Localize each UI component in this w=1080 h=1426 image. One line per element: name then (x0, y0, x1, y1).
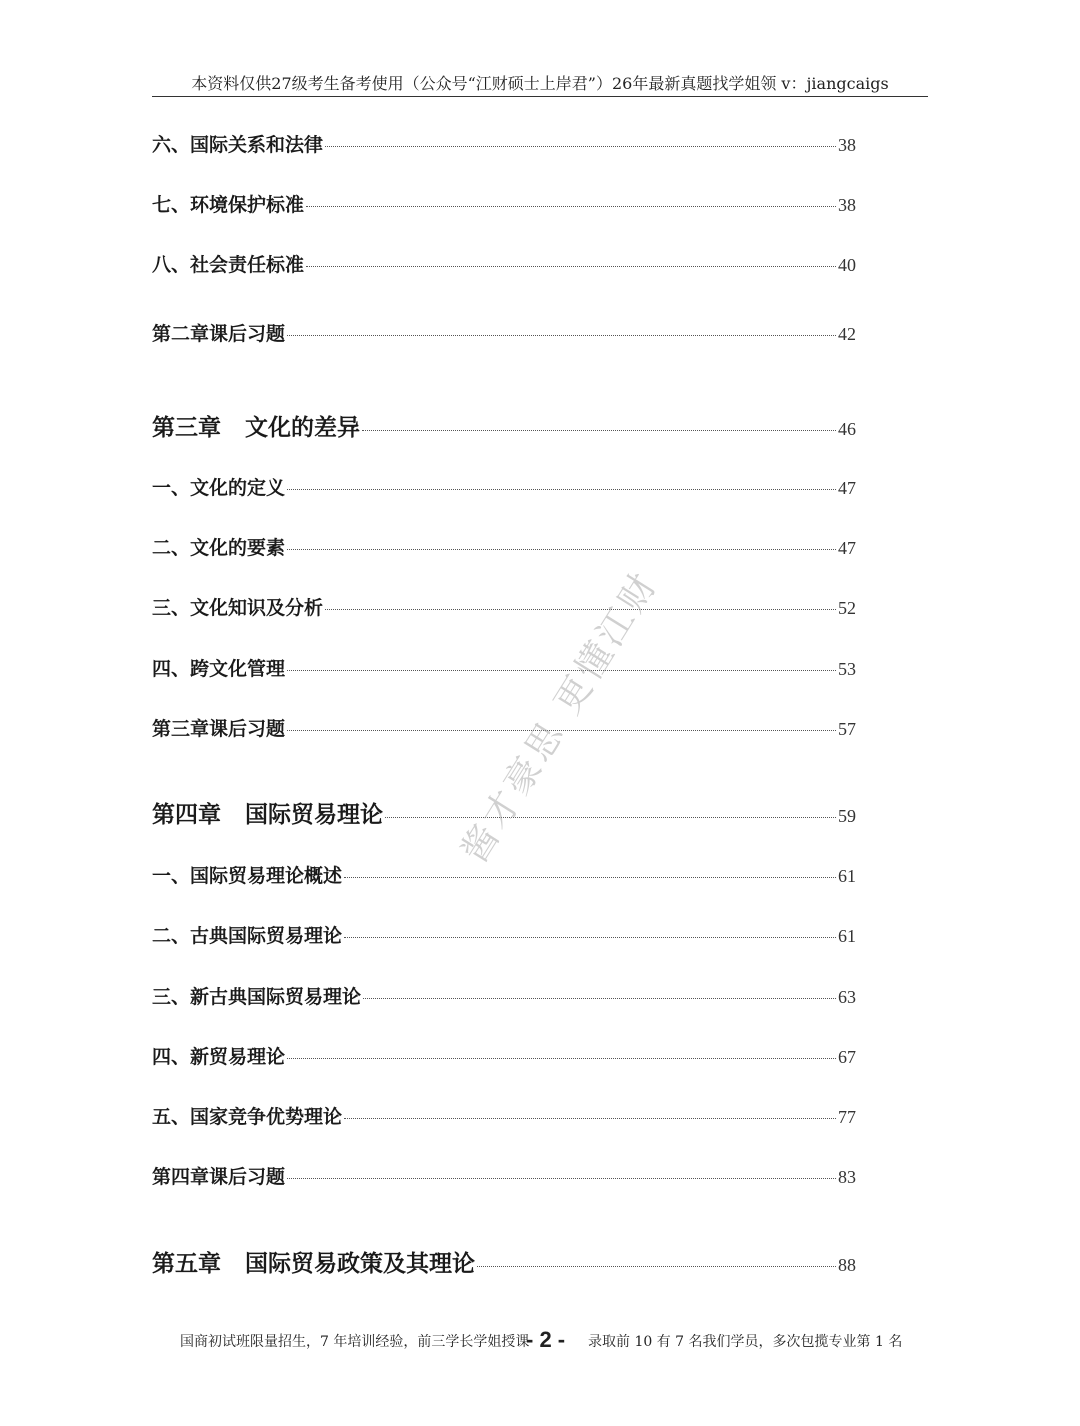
toc-entry-title: 第二章课后习题 (152, 323, 286, 345)
chapter-name: 国际贸易政策及其理论 (245, 1250, 475, 1277)
toc-chapter-title (152, 409, 360, 442)
toc-entry-page: 47 (838, 478, 856, 498)
toc-chapter-title (152, 1245, 475, 1278)
toc-entry[interactable] (152, 714, 856, 741)
toc-entry-page: 52 (838, 598, 856, 618)
chapter-number: 第五章 (152, 1250, 221, 1277)
dot-leader (344, 937, 836, 938)
toc-entry-title: 五、国家竞争优势理论 (152, 1106, 343, 1128)
toc-entry-page: 67 (838, 1047, 856, 1067)
toc-entry-page: 46 (838, 419, 856, 439)
toc-entry[interactable] (152, 861, 856, 888)
dot-leader (287, 489, 836, 490)
toc-entry[interactable] (152, 130, 856, 157)
dot-leader (363, 998, 836, 999)
dot-leader (385, 817, 836, 818)
toc-chapter-entry[interactable] (152, 409, 856, 442)
toc-entry[interactable] (152, 593, 856, 620)
chapter-name: 国际贸易理论 (245, 801, 383, 828)
toc-entry[interactable] (152, 921, 856, 948)
dot-leader (287, 1178, 836, 1179)
toc-entry-title: 二、古典国际贸易理论 (152, 925, 343, 947)
chapter-number: 第三章 (152, 414, 221, 441)
toc-chapter-entry[interactable] (152, 1245, 856, 1278)
toc-entry-page: 83 (838, 1167, 856, 1187)
dot-leader (344, 1118, 836, 1119)
watermark: 酱才豪思 更懂江财 (454, 563, 667, 871)
toc-entry[interactable] (152, 190, 856, 217)
page-header: 本资料仅供27级考生备考使用（公众号“江财硕士上岸君”）26年最新真题找学姐领 v：jiangcaigs (152, 72, 928, 97)
toc-entry-page: 40 (838, 255, 856, 275)
toc-entry[interactable] (152, 533, 856, 560)
toc-entry-page: 38 (838, 135, 856, 155)
toc-entry-page: 61 (838, 926, 856, 946)
toc-entry-title: 三、新古典国际贸易理论 (152, 986, 362, 1008)
toc-entry-page: 53 (838, 659, 856, 679)
toc-entry-title: 三、文化知识及分析 (152, 597, 324, 619)
dot-leader (325, 609, 836, 610)
footer-right-text: 录取前 10 有 7 名我们学员，多次包揽专业第 1 名 (588, 1334, 903, 1350)
toc-entry-page: 63 (838, 987, 856, 1007)
toc-entry[interactable] (152, 1042, 856, 1069)
toc-entry-title: 一、国际贸易理论概述 (152, 865, 343, 887)
chapter-name: 文化的差异 (245, 414, 360, 441)
toc-entry-page: 59 (838, 806, 856, 826)
table-of-contents (152, 0, 856, 1426)
toc-entry-title: 第三章课后习题 (152, 718, 286, 740)
toc-entry-page: 61 (838, 866, 856, 886)
toc-entry[interactable] (152, 654, 856, 681)
chapter-number: 第四章 (152, 801, 221, 828)
dot-leader (287, 549, 836, 550)
dot-leader (344, 877, 836, 878)
toc-entry-page: 88 (838, 1255, 856, 1275)
toc-chapter-title (152, 796, 383, 829)
toc-entry-title: 二、文化的要素 (152, 537, 286, 559)
page-footer (0, 1328, 1080, 1356)
toc-entry-page: 77 (838, 1107, 856, 1127)
toc-entry[interactable] (152, 982, 856, 1009)
toc-entry-page: 42 (838, 324, 856, 344)
dot-leader (325, 146, 836, 147)
toc-entry-page: 57 (838, 719, 856, 739)
toc-entry-page: 38 (838, 195, 856, 215)
toc-entry-title: 第四章课后习题 (152, 1166, 286, 1188)
toc-entry-title: 七、环境保护标准 (152, 194, 305, 216)
toc-entry-title: 八、社会责任标准 (152, 254, 305, 276)
toc-entry[interactable] (152, 1102, 856, 1129)
dot-leader (306, 206, 836, 207)
dot-leader (477, 1266, 836, 1267)
dot-leader (362, 430, 836, 431)
footer-left-text: 国商初试班限量招生，7 年培训经验，前三学长学姐授课 (180, 1334, 530, 1350)
dot-leader (306, 266, 836, 267)
toc-entry-title: 四、跨文化管理 (152, 658, 286, 680)
toc-entry-title: 六、国际关系和法律 (152, 134, 324, 156)
toc-entry-title: 四、新贸易理论 (152, 1046, 286, 1068)
toc-entry[interactable] (152, 473, 856, 500)
dot-leader (287, 1058, 836, 1059)
toc-entry-page: 47 (838, 538, 856, 558)
dot-leader (287, 335, 836, 336)
toc-entry[interactable] (152, 319, 856, 346)
toc-entry[interactable] (152, 250, 856, 277)
toc-entry[interactable] (152, 1162, 856, 1189)
page-number: - 2 - (526, 1327, 566, 1352)
toc-entry-title: 一、文化的定义 (152, 477, 286, 499)
